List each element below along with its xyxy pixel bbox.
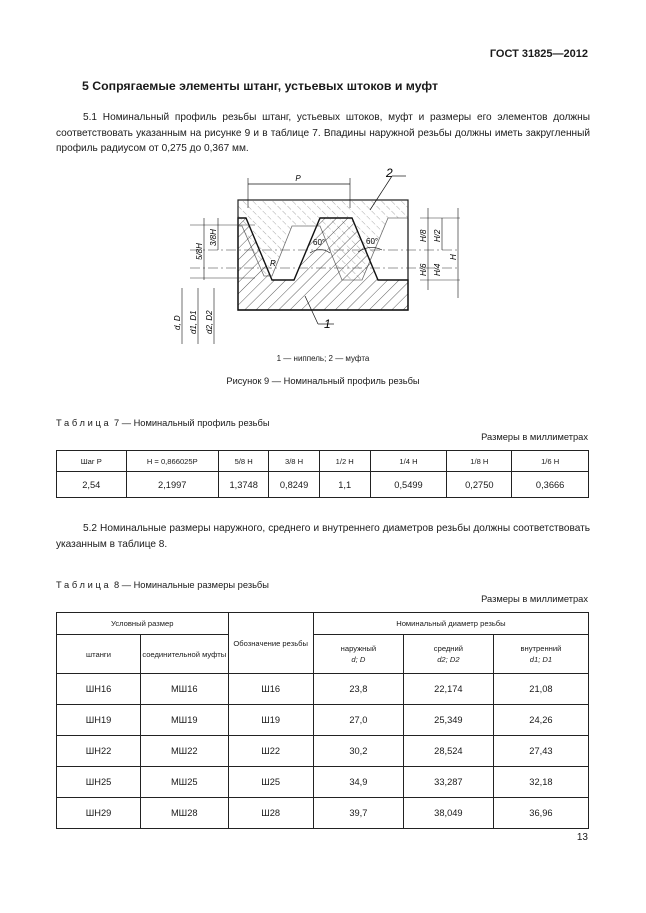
- table-cell: 33,287: [403, 767, 493, 798]
- table-row: [57, 705, 589, 736]
- dim-h6: H/6: [419, 263, 428, 276]
- dim-d: d, D: [173, 315, 182, 330]
- t7-h-18: 1/8 H: [447, 451, 512, 472]
- t7-v-14: 0,5499: [370, 472, 447, 498]
- dim-5-8h: 5/8H: [195, 243, 204, 260]
- table-cell: Ш16: [228, 674, 313, 705]
- table8-header-row-1: [57, 613, 589, 635]
- t7-h-pitch: Шаг P: [57, 451, 127, 472]
- t7-v-12: 1,1: [319, 472, 370, 498]
- table-cell: Ш22: [228, 736, 313, 767]
- t7-v-38: 0,8249: [269, 472, 319, 498]
- table-cell: 27,0: [313, 705, 403, 736]
- table-cell: Ш28: [228, 798, 313, 829]
- table-cell: Ш19: [228, 705, 313, 736]
- table-cell: 30,2: [313, 736, 403, 767]
- table-cell: 39,7: [313, 798, 403, 829]
- page-number: 13: [576, 832, 588, 843]
- dim-h4: H/4: [433, 263, 442, 276]
- dim-h2: H/2: [433, 229, 442, 242]
- t8-h-mid: средний d2; D2: [403, 635, 493, 674]
- t8-h-nominal: Номинальный диаметр резьбы: [313, 613, 588, 635]
- angle-label-1: 60°: [313, 238, 326, 247]
- t7-v-58: 1,3748: [218, 472, 268, 498]
- angle-label-2: 60°: [366, 237, 379, 246]
- figure-legend: 1 — ниппель; 2 — муфта: [276, 354, 370, 363]
- table-cell: Ш25: [228, 767, 313, 798]
- table7-value-row: [57, 472, 589, 498]
- table-cell: МШ28: [141, 798, 229, 829]
- figure-caption: Рисунок 9 — Номинальный профиль резьбы: [226, 376, 420, 386]
- table-cell: МШ22: [141, 736, 229, 767]
- table-cell: 28,524: [403, 736, 493, 767]
- table-cell: 38,049: [403, 798, 493, 829]
- paragraph-5-1: 5.1 Номинальный профиль резьбы штанг, устьевых штоков, муфт и размеры его элементов должны соответствовать указанным на рисунке 9 и в таблице 7. Впадины наружной резьбы должны иметь закругленный профиль радиусом от 0,275 до 0,367 мм.: [56, 112, 590, 155]
- nipple-number: 1: [324, 317, 331, 331]
- t7-h-14: 1/4 H: [370, 451, 447, 472]
- thread-profile-figure: [160, 168, 480, 348]
- table-8: [56, 612, 589, 829]
- t7-h-16: 1/6 H: [512, 451, 589, 472]
- table-cell: МШ19: [141, 705, 229, 736]
- table7-caption: Таблица 7 — Номинальный профиль резьбы: [56, 418, 270, 428]
- radius-label: R: [270, 259, 276, 268]
- dim-d2: d2, D2: [205, 310, 214, 334]
- t8-h-outer: наружный d; D: [313, 635, 403, 674]
- table-cell: 32,18: [493, 767, 588, 798]
- table-cell: МШ16: [141, 674, 229, 705]
- table8-units: Размеры в миллиметрах: [481, 594, 588, 604]
- table8-caption: Таблица 8 — Номинальные размеры резьбы: [56, 580, 269, 590]
- t8-h-cond: Условный размер: [57, 613, 229, 635]
- paragraph-5-2: 5.2 Номинальные размеры наружного, среднего и внутреннего диаметров резьбы должны соответствовать указанным в таблице 8.: [56, 523, 590, 550]
- table-row: [57, 674, 589, 705]
- dim-d1: d1, D1: [189, 310, 198, 334]
- table-cell: 21,08: [493, 674, 588, 705]
- standard-number: ГОСТ 31825—2012: [489, 48, 588, 60]
- section-title: 5 Сопрягаемые элементы штанг, устьевых штоков и муфт: [82, 79, 439, 93]
- table-row: [57, 767, 589, 798]
- t7-v-16: 0,3666: [512, 472, 589, 498]
- t7-h-12: 1/2 H: [319, 451, 370, 472]
- t7-h-58: 5/8 H: [218, 451, 268, 472]
- t7-v-h: 2,1997: [126, 472, 218, 498]
- table7-header-row: [57, 451, 589, 472]
- table-7: [56, 450, 589, 498]
- table-cell: 36,96: [493, 798, 588, 829]
- coupling-number: 2: [386, 168, 393, 180]
- table-cell: ШН22: [57, 736, 141, 767]
- t8-h-rod: штанги: [57, 635, 141, 674]
- table-cell: ШН16: [57, 674, 141, 705]
- table-cell: 22,174: [403, 674, 493, 705]
- table-cell: 24,26: [493, 705, 588, 736]
- table7-units: Размеры в миллиметрах: [481, 432, 588, 442]
- dim-3-8h: 3/8H: [209, 229, 218, 246]
- t7-h-h: H = 0,866025P: [126, 451, 218, 472]
- table8-header-row-2: [57, 635, 589, 674]
- t8-h-coupling: соединительной муфты: [141, 635, 229, 674]
- t8-h-inner: внутренний d1; D1: [493, 635, 588, 674]
- t7-v-18: 0,2750: [447, 472, 512, 498]
- table-cell: 27,43: [493, 736, 588, 767]
- table-cell: ШН25: [57, 767, 141, 798]
- t8-h-desig: Обозначение резьбы: [228, 613, 313, 674]
- table-cell: ШН19: [57, 705, 141, 736]
- pitch-label: P: [295, 174, 301, 183]
- t7-h-38: 3/8 H: [269, 451, 319, 472]
- dim-h8: H/8: [419, 229, 428, 242]
- t7-v-pitch: 2,54: [57, 472, 127, 498]
- table-cell: 34,9: [313, 767, 403, 798]
- table-cell: 25,349: [403, 705, 493, 736]
- table-cell: МШ25: [141, 767, 229, 798]
- table-row: [57, 798, 589, 829]
- table-cell: 23,8: [313, 674, 403, 705]
- table-cell: ШН29: [57, 798, 141, 829]
- table-row: [57, 736, 589, 767]
- dim-h: H: [449, 254, 458, 260]
